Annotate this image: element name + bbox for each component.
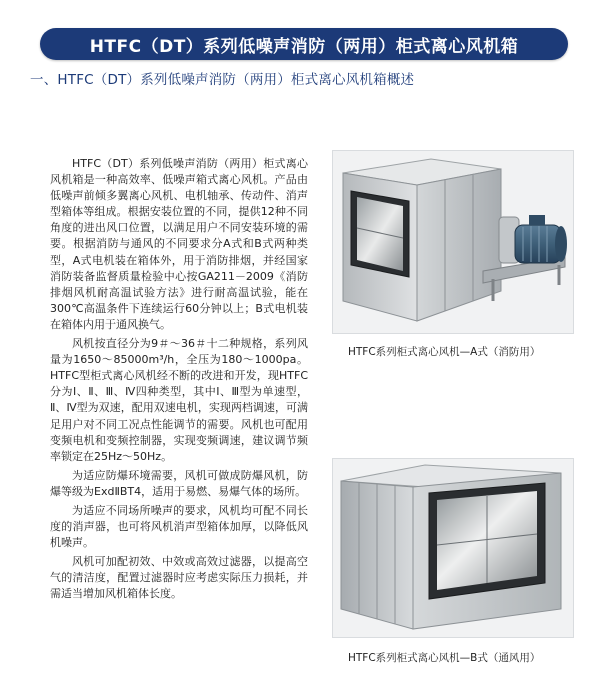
page-title: HTFC（DT）系列低噪声消防（两用）柜式离心风机箱 (89, 36, 519, 57)
paragraph-noise: 为适应不同场所噪声的要求，风机均可配不同长度的消声器，也可将风机消声型箱体加厚，以降低风机噪声。 (50, 503, 308, 550)
fan-cabinet-type-a-image (332, 150, 574, 334)
fan-cabinet-type-b-caption: HTFC系列柜式离心风机—B式（通风用） (348, 652, 541, 664)
paragraph-specifications: 风机按直径分为9＃～36＃十二种规格，系列风量为1650～85000m³/h，全压为180～1000pa。HTFC型柜式离心风机经不断的改进和开发，现HTFC分为Ⅰ、Ⅱ、Ⅲ、Ⅳ四种类型，其中Ⅰ、Ⅲ型为单速型，Ⅱ、Ⅳ型为双速，配用双速电机，实现两档调速，可满足用户对不同工况点性能调节的需要。风机也可配用变频电机和变频控制器，实现变频调速，建议调节频率锁定在25Hz～50Hz。 (50, 337, 308, 463)
paragraph-explosion-proof: 为适应防爆环境需要，风机可做成防爆风机，防爆等级为ExdⅡBT4，适用于易燃、易爆气体的场所。 (50, 468, 308, 498)
body-text (50, 156, 308, 606)
paragraph-overview: HTFC（DT）系列低噪声消防（两用）柜式离心风机箱是一种高效率、低噪声箱式离心风机。产品由低噪声前倾多翼离心风机、电机轴承、传动件、消声型箱体等组成。根据安装位置的不同，提供12种不同角度的进出风口位置，以满足用户不同安装环境的需要。根据消防与通风的不同要求分A式和B式两种类型，A式电机装在箱体外，用于消防排烟，并经国家消防装备监督质量检验中心按GA211－2009《消防排烟风机耐高温试验方法》进行耐高温试验，能在300℃高温条件下连续运行60分钟以上；B式电机装在箱体内用于通风换气。 (50, 157, 308, 331)
fan-cabinet-type-a-caption: HTFC系列柜式离心风机—A式（消防用） (348, 346, 541, 358)
paragraph-filter: 风机可加配初效、中效或高效过滤器，以提高空气的清洁度，配置过滤器时应考虑实际压力损耗，并需适当增加风机箱体长度。 (50, 555, 308, 601)
page-title-banner (40, 28, 568, 60)
section-heading: 一、HTFC（DT）系列低噪声消防（两用）柜式离心风机箱概述 (30, 72, 415, 88)
fan-cabinet-type-b-image (332, 458, 574, 638)
